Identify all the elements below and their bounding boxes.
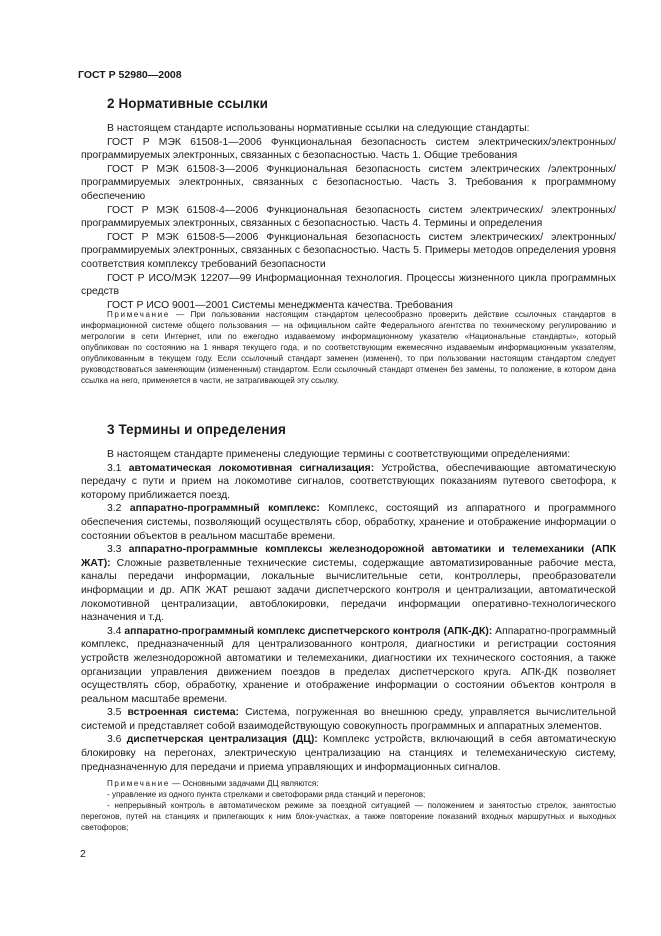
note-text: — Основными задачами ДЦ являются:: [172, 779, 319, 788]
section-3-body: [81, 448, 616, 774]
term-entry: 3.3 аппаратно-программные комплексы железнодорожной автоматики и телемеханики (АПК ЖАТ): Сложные разветвленные технические системы, содержащие автоматизированные рабочие места, каналы передачи информации, локальные вычислительные сети, контроллеры, преобразователи информации и др. АПК ЖАТ решают задачи диспетчерского контроля и централизации, автоматической локомотивной централизации, автоблокировки, передачи информации оперативно-технологического назначения и т.д.: [81, 544, 616, 624]
note-text: — При пользовании настоящим стандартом целесообразно проверить действие ссылочных стандартов в информационной системе общего пользования — на официальном сайте Федерального агентства по техническому регулированию и метрологии в сети Интернет, или по ежегодно издаваемому информационному указателю «Национальные стандарты», который опубликован по состоянию на 1 января текущего года, и по соответствующим ежемесячно издаваемым информационным указателям, опубликованным в текущем году. Если ссылочный стандарт заменен (изменен), то при пользовании настоящим стандартом следует руководствоваться заменяющим (измененным) стандартом. Если ссылочный стандарт отменен без замены, то положение, в котором дана ссылка на него, применяется в части, не затрагивающей эту ссылку.: [81, 310, 616, 386]
term-entry: 3.6 диспетчерская централизация (ДЦ): Комплекс устройств, включающий в себя автоматическую блокировку на перегонах, электрическую централизацию на станциях и телемеханическую систему, предназначенную для передачи и приема управляющих и информационных сигналов.: [81, 734, 617, 773]
term-definition: Комплекс устройств, включающий в себя автоматическую блокировку на перегонах, электрическую централизацию на станциях и телемеханическую систему, предназначенную для передачи и приема управляющих и информационных сигналов.: [81, 734, 617, 773]
reference-item: ГОСТ Р МЭК 61508-4—2006 Функциональная безопасность систем электрических/ электронных/программируемых электронных, связанных с безопасностью. Часть 4. Термины и определения: [81, 204, 616, 230]
term-name: аппаратно-программный комплекс диспетчерского контроля (АПК-ДК):: [124, 625, 493, 637]
term-definition: Сложные разветвленные технические системы, содержащие автоматизированные рабочие места, каналы передачи информации, локальные вычислительные сети, контроллеры, преобразователи информации и др. АПК ЖАТ решают задачи диспетчерского контроля и централизации, автоматической локомотивной централизации, автоблокировки, передачи информации оперативно-технологического назначения и т.д.: [81, 557, 616, 624]
section-2-title: 2 Нормативные ссылки: [107, 96, 268, 111]
term-name: автоматическая локомотивная сигнализация:: [128, 462, 375, 474]
note-list-item: - управление из одного пункта стрелками и светофорами ряда станций и перегонов;: [107, 790, 426, 800]
note-label: Примечание: [107, 310, 170, 319]
term-name: аппаратно-программные комплексы железнодорожной автоматики и телемеханики (АПК ЖАТ):: [81, 544, 616, 569]
term-entry: 3.5 встроенная система: Система, погруженная во внешнюю среду, управляется вычислительной системой и представляет собой взаимодействующую совокупность программных и аппаратных элементов.: [81, 707, 617, 732]
term-entry: 3.2 аппаратно-программный комплекс: Комплекс, состоящий из аппаратного и программного обеспечения системы, позволяющий осуществлять сбор, обработку, хранение и отображение информации о состоянии объектов в реальном масштабе времени.: [81, 503, 617, 542]
section-2-intro: В настоящем стандарте использованы нормативные ссылки на следующие стандарты:: [107, 123, 530, 134]
page-number: 2: [80, 848, 86, 860]
section-3-title: 3 Термины и определения: [107, 422, 286, 437]
section-2-note: [81, 309, 616, 386]
section-3-intro: В настоящем стандарте применены следующие термины с соответствующими определениями:: [107, 449, 571, 460]
section-2-body: [81, 122, 616, 312]
reference-item: ГОСТ Р МЭК 61508-3—2006 Функциональная безопасность систем электрических /электронных/программируемых электронных, связанных с безопасностью. Часть 3. Требования к программному обеспечению: [81, 163, 616, 202]
section-3-note: [81, 778, 616, 833]
term-name: диспетчерская централизация (ДЦ):: [126, 734, 318, 746]
term-definition: Аппаратно-программный комплекс, предназначенный для централизованного контроля, диагностики и регистрации состояния устройств железнодорожной автоматики и телемеханики, диагностики их технического состояния, а также организации управления движением поездов в пределах диспетчерского круга. АПК-ДК позволяет осуществлять сбор, обработку, хранение и отображение информации о состоянии объектов контроля в реальном масштабе времени.: [81, 625, 616, 705]
term-entry: 3.1 автоматическая локомотивная сигнализация: Устройства, обеспечивающие автоматическую передачу с пути и прием на локомотиве сигналов, соответствующих показаниям путевого светофора, к которому приближается поезд.: [81, 462, 617, 501]
reference-item: ГОСТ Р МЭК 61508-5—2006 Функциональная безопасность систем электрических/ электронных/программируемых электронных, связанных с безопасностью. Часть 5. Примеры методов определения уровня соответствия комплексу требований безопасности: [81, 231, 616, 270]
reference-item: ГОСТ Р ИСО/МЭК 12207—99 Информационная технология. Процессы жизненного цикла программных средств: [81, 272, 616, 298]
term-name: встроенная система:: [127, 707, 239, 719]
note-list-item: - непрерывный контроль в автоматическом режиме за поездной ситуацией — положением и занятостью стрелок, занятостью перегонов, путей на станциях и прилегающих к ним блок-участках, а также повторение показаний входных маршрутных и выходных светофоров;: [81, 801, 616, 833]
reference-item: ГОСТ Р МЭК 61508-1—2006 Функциональная безопасность систем электрических/электронных/программируемых электронных, связанных с безопасностью. Часть 1. Общие требования: [81, 136, 616, 162]
note-label: Примечание: [107, 779, 170, 788]
reference-item: ГОСТ Р ИСО 9001—2001 Системы менеджмента качества. Требования: [107, 299, 453, 311]
term-name: аппаратно-программный комплекс:: [129, 503, 320, 515]
term-definition: Система, погруженная во внешнюю среду, управляется вычислительной системой и представляет собой взаимодействующую совокупность программных и аппаратных элементов.: [81, 707, 617, 732]
document-header: ГОСТ Р 52980—2008: [78, 69, 182, 81]
term-definition: Комплекс, состоящий из аппаратного и программного обеспечения системы, позволяющий осуществлять сбор, обработку, хранение и отображение информации о состоянии объектов в реальном масштабе времени.: [81, 503, 617, 542]
term-entry: 3.4 аппаратно-программный комплекс диспетчерского контроля (АПК-ДК): Аппаратно-программный комплекс, предназначенный для централизованного контроля, диагностики и регистрации состояния устройств железнодорожной автоматики и телемеханики, диагностики их технического состояния, а также организации управления движением поездов в пределах диспетчерского круга. АПК-ДК позволяет осуществлять сбор, обработку, хранение и отображение информации о состоянии объектов контроля в реальном масштабе времени.: [81, 625, 616, 705]
term-definition: Устройства, обеспечивающие автоматическую передачу с пути и прием на локомотиве сигналов, соответствующих показаниям путевого светофора, к которому приближается поезд.: [81, 462, 617, 501]
